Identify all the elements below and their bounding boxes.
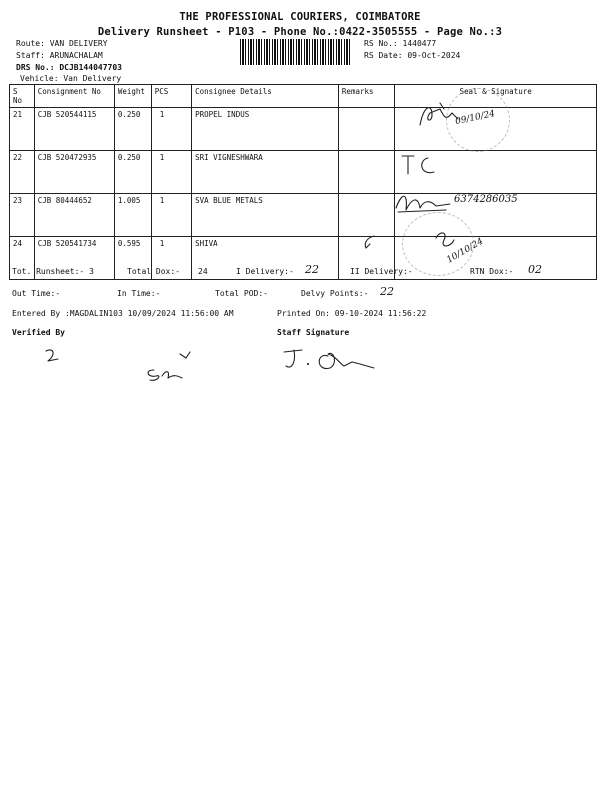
- cell-consignment: CJB 80444652: [34, 194, 114, 237]
- rs-date: RS Date: 09-Oct-2024: [364, 51, 461, 60]
- cell-consignee: SHIVA: [192, 237, 339, 280]
- handwritten-mark: [360, 232, 380, 252]
- entered-by: Entered By :MAGDALIN103 10/09/2024 11:56:00 AM: [12, 309, 234, 318]
- cell-remarks: [338, 194, 394, 237]
- cell-sno: 22: [10, 151, 35, 194]
- rtn-dox-value: 02: [528, 263, 542, 276]
- cell-sno: 24: [10, 237, 35, 280]
- header-seal-signature: Seal & Signature: [395, 85, 597, 108]
- table-row: [10, 151, 597, 194]
- cell-pcs: 1: [151, 108, 191, 151]
- cell-weight: 1.005: [114, 194, 151, 237]
- cell-weight: 0.595: [114, 237, 151, 280]
- verified-by-label: Verified By: [12, 328, 65, 337]
- handwritten-date: 09/10/24: [454, 108, 497, 128]
- cell-consignment: CJB 520472935: [34, 151, 114, 194]
- printed-on: Printed On: 09-10-2024 11:56:22: [277, 309, 427, 318]
- route-label: Route: VAN DELIVERY: [16, 39, 108, 48]
- header-sno: S No: [10, 85, 35, 108]
- company-title: THE PROFESSIONAL COURIERS, COIMBATORE: [179, 11, 421, 23]
- cell-weight: 0.250: [114, 108, 151, 151]
- header-remarks: Remarks: [338, 85, 394, 108]
- cell-remarks: [338, 108, 394, 151]
- cell-consignee: SRI VIGNESHWARA: [192, 151, 339, 194]
- handwritten-signature: [398, 148, 448, 182]
- cell-weight: 0.250: [114, 151, 151, 194]
- staff-signature: [280, 342, 380, 376]
- i-delivery-value: 22: [305, 263, 319, 276]
- cell-pcs: 1: [151, 151, 191, 194]
- header-pcs: PCS: [151, 85, 191, 108]
- delvy-points-label: Delvy Points:-: [301, 289, 369, 298]
- verifier-signature: [40, 345, 70, 369]
- barcode: [240, 39, 352, 65]
- header-consignment: Consignment No: [34, 85, 114, 108]
- handwritten-phone: 6374286035: [454, 194, 518, 205]
- handwritten-date: 10/10/24: [445, 236, 486, 266]
- in-time-label: In Time:-: [117, 289, 161, 298]
- runsheet-subtitle: Delivery Runsheet - P103 - Phone No.:0422-3505555 - Page No.:3: [97, 26, 503, 38]
- header-consignee: Consignee Details: [192, 85, 339, 108]
- cell-remarks: [338, 151, 394, 194]
- rtn-dox-label: RTN Dox:-: [470, 267, 514, 276]
- cell-consignee: PROPEL INDUS: [192, 108, 339, 151]
- i-delivery-label: I Delivery:-: [236, 267, 294, 276]
- handwritten-signature: [390, 188, 460, 222]
- cell-consignee: SVA BLUE METALS: [192, 194, 339, 237]
- total-pod-label: Total POD:-: [215, 289, 268, 298]
- header-weight: Weight: [114, 85, 151, 108]
- rs-number: RS No.: 1440477: [364, 39, 437, 48]
- cell-sno: 21: [10, 108, 35, 151]
- drs-number: DRS No.: DCJB144047703: [16, 63, 122, 72]
- staff-label: Staff: ARUNACHALAM: [16, 51, 103, 60]
- cell-consignment: CJB 520541734: [34, 237, 114, 280]
- cell-pcs: 1: [151, 237, 191, 280]
- tot-runsheet: Tot. Runsheet:- 3: [12, 267, 94, 276]
- cell-sno: 23: [10, 194, 35, 237]
- total-dox-value: 24: [198, 267, 208, 276]
- staff-signature-label: Staff Signature: [277, 328, 350, 337]
- ii-delivery-label: II Delivery:-: [350, 267, 413, 276]
- vehicle-label: Vehicle: Van Delivery: [20, 74, 122, 83]
- cell-consignment: CJB 520544115: [34, 108, 114, 151]
- total-dox-label: Total Dox:-: [127, 267, 180, 276]
- out-time-label: Out Time:-: [12, 289, 61, 298]
- delvy-points-value: 22: [380, 285, 394, 298]
- verifier-signature: [140, 348, 200, 386]
- cell-pcs: 1: [151, 194, 191, 237]
